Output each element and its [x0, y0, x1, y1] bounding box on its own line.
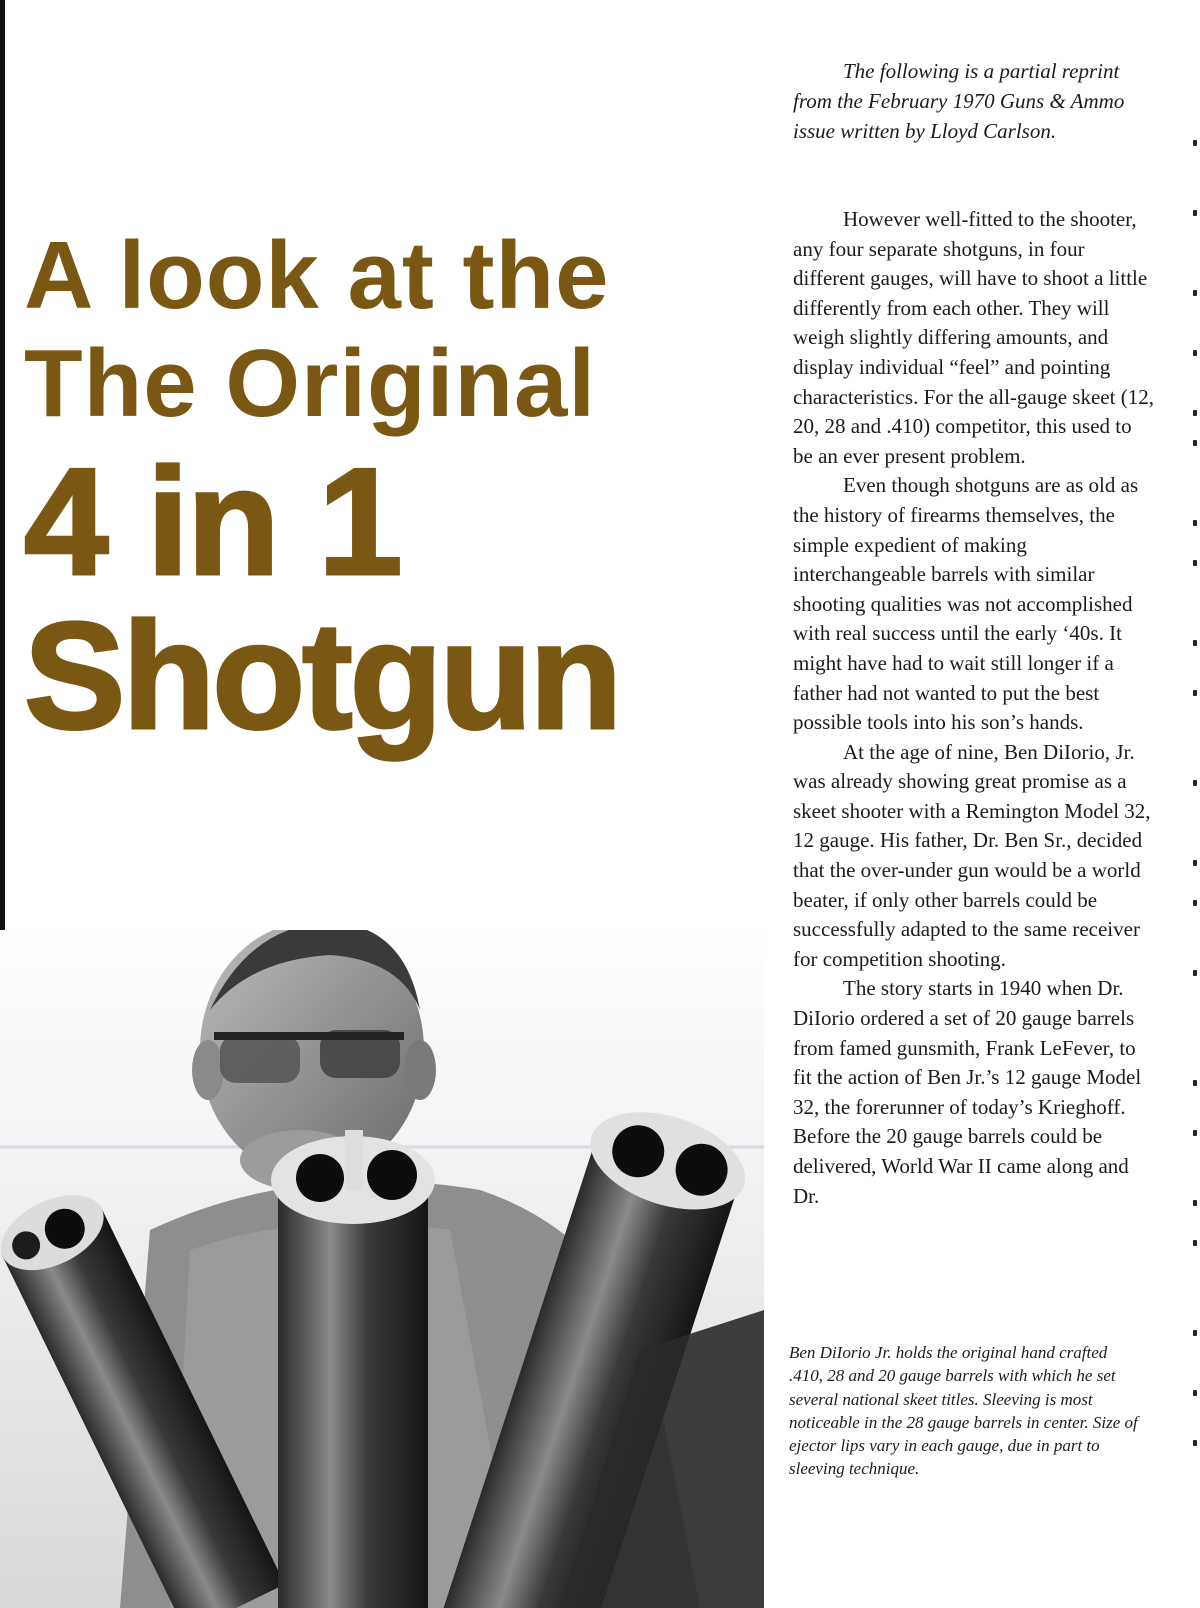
article-body	[793, 205, 1155, 1211]
body-paragraph-3: At the age of nine, Ben DiIorio, Jr. was already showing great promise as a skeet shooter with a Remington Model 32, 12 gauge. His father, Dr. Ben Sr., decided that the over-under gun would be a world beater, if only other barrels could be successfully adapted to the same receiver for competition shooting.	[793, 739, 1151, 971]
article-photo	[0, 930, 764, 1608]
body-paragraph-1: However well-fitted to the shooter, any four separate shotguns, in four different gauges, will have to shoot a little differently from each other. They will weigh slightly differing amounts, and display individual “feel” and pointing characteristics. For the all-gauge skeet (12, 20, 28 and .410) competitor, this used to be an ever present problem.	[793, 207, 1154, 468]
headline-line-4: Shotgun	[24, 591, 620, 761]
intro-note: The following is a partial reprint from the February 1970 Guns & Ammo issue written by Lloyd Carlson.	[793, 59, 1125, 143]
page-edge-marks	[1186, 140, 1200, 1500]
body-paragraph-4: The story starts in 1940 when Dr. DiIorio ordered a set of 20 gauge barrels from famed gunsmith, Frank LeFever, to fit the action of Ben Jr.’s 12 gauge Model 32, the forerunner of today’s Krieghoff. Before the 20 gauge barrels could be delivered, World War II came along and Dr.	[793, 976, 1142, 1208]
headline	[24, 222, 764, 761]
headline-line-2: The Original	[24, 330, 597, 437]
headline-line-1: A look at the	[24, 222, 610, 329]
photo-illustration	[0, 930, 764, 1608]
headline-line-3: 4 in 1	[24, 437, 401, 607]
photo-caption: Ben DiIorio Jr. holds the original hand crafted .410, 28 and 20 gauge barrels with which he set several national skeet titles. Sleeving is most noticeable in the 28 gauge barrels in center. Size of ejector lips vary in each gauge, due in part to sleeving technique.	[789, 1343, 1138, 1479]
body-paragraph-2: Even though shotguns are as old as the history of firearms themselves, the simple expedient of making interchangeable barrels with similar shooting qualities was not accomplished with real success until the early ‘40s. It might have had to wait still longer if a father had not wanted to put the best possible tools into his son’s hands.	[793, 473, 1139, 735]
